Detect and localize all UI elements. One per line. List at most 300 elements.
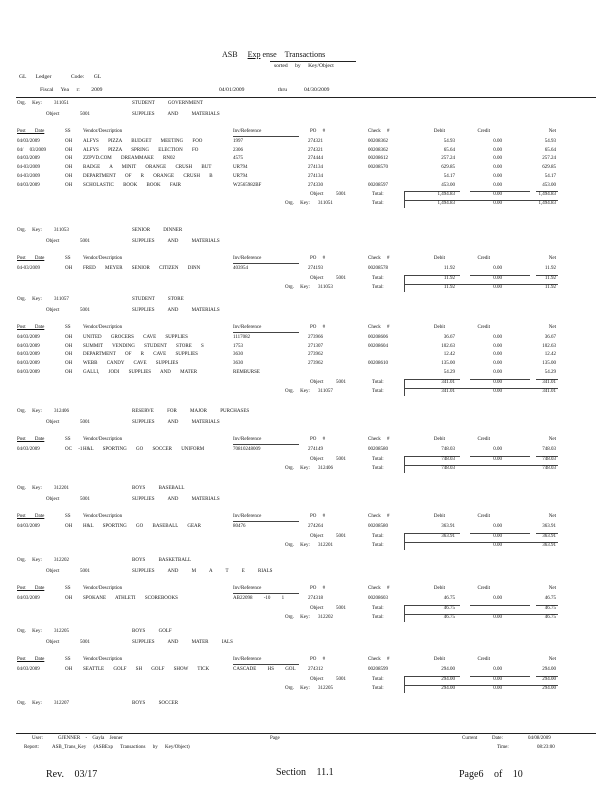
org-total-key: 311057: [318, 388, 333, 394]
row-po: 273962: [308, 361, 323, 367]
col-vendor: Vendor/Description: [83, 437, 123, 442]
row-debit: 36.67: [443, 335, 455, 340]
org-total-label: Org. Key:: [285, 465, 310, 471]
col-inv-ref: Inv/Reference: [233, 657, 262, 662]
object-total-net: 294.00: [542, 676, 556, 682]
object-total-debit: 294.00: [441, 676, 455, 682]
row-debit: 135.00: [441, 361, 455, 367]
row-check: 00208580: [368, 524, 388, 529]
row-net: 294.00: [542, 667, 556, 672]
row-credit: 0.00: [493, 173, 502, 179]
row-credit: 0.00: [493, 369, 502, 375]
object-label: Object: [46, 420, 60, 425]
title-transactions: Transactions: [284, 50, 326, 59]
object-total-net: 11.92: [544, 275, 556, 281]
row-vendor: ALFYS PIZZA BUDGET MEETING FOO: [83, 139, 203, 144]
row-check: 00208362: [368, 147, 388, 153]
row-ss: OH: [65, 524, 73, 529]
row-net: 65.64: [544, 147, 556, 153]
row-credit: 0.00: [493, 147, 502, 153]
object-code: 5001: [80, 420, 90, 425]
object-total-debit: 11.92: [443, 275, 455, 281]
report-subtitle: [274, 63, 334, 69]
org-total-label: Org. Key:: [285, 388, 310, 394]
org-total-debit: 748.03: [441, 465, 455, 471]
col-post-date: Post Date: [17, 129, 45, 134]
org-total-net: 341.01: [542, 388, 556, 394]
row-po: 274330: [308, 182, 323, 188]
object-total-credit: 0.00: [493, 533, 502, 539]
footer-page-label: Page: [270, 736, 280, 741]
row-po: 274321: [308, 139, 323, 144]
row-inv-ref: 2306: [233, 147, 243, 153]
col-po: PO #: [310, 657, 326, 662]
org-total-text: Total:: [372, 284, 384, 290]
object-total-net: 341.01: [542, 379, 556, 385]
org-total-net: 294.00: [542, 685, 556, 691]
org-total-credit: 0.00: [493, 284, 502, 290]
object-total-code: 5001: [336, 676, 346, 682]
inv-ref-underline: [233, 521, 299, 522]
row-po: 273962: [308, 352, 323, 358]
footer-date-label: Date:: [492, 736, 503, 741]
row-inv-ref: CASCADE HS GOL: [233, 667, 296, 672]
row-vendor: ZZPVD.COM DREAMMAKE RN02: [83, 156, 175, 162]
org-name: STUDENT STORE: [132, 297, 184, 302]
object-total-code: 5001: [336, 533, 346, 539]
row-debit: 12.42: [443, 352, 455, 358]
object-code: 5001: [80, 569, 90, 574]
col-po: PO #: [310, 256, 326, 261]
row-net: 36.67: [544, 335, 556, 340]
org-name: BOYS GOLF: [132, 629, 172, 634]
object-label: Object: [46, 239, 60, 244]
org-total-text: Total:: [372, 465, 384, 471]
col-vendor: Vendor/Description: [83, 586, 123, 591]
row-credit: 0.00: [493, 524, 502, 529]
org-total-label: Org. Key:: [285, 542, 310, 548]
object-name: SUPPLIES AND MATERIALS: [132, 112, 220, 117]
row-debit: 257.24: [441, 156, 455, 162]
title-xp: xp: [252, 50, 261, 59]
row-credit: 0.00: [493, 156, 502, 162]
col-po: PO #: [310, 514, 326, 519]
row-inv-ref: 3630: [233, 361, 243, 367]
object-total-text: Total:: [372, 605, 384, 611]
org-total-text: Total:: [372, 542, 384, 548]
col-credit: Credit: [477, 256, 490, 261]
org-key-value: 312201: [54, 486, 69, 491]
row-po: 274264: [308, 524, 323, 529]
org-key-value: 311051: [54, 101, 69, 106]
col-check: Check #: [368, 256, 390, 261]
row-credit: 0.00: [493, 139, 502, 144]
page-number: Page6 of 10: [459, 769, 523, 780]
row-vendor: GALLI, JODI SUPPLIES AND MATER: [83, 369, 198, 375]
col-debit: Debit: [433, 586, 445, 591]
col-debit: Debit: [433, 325, 445, 330]
row-vendor: H&L SPORTING GO BASEBALL GEAR: [83, 524, 201, 529]
row-credit: 0.00: [493, 182, 502, 188]
row-debit: 294.00: [441, 667, 455, 672]
inv-ref-underline: [233, 136, 299, 137]
org-total-net: 46.75: [544, 614, 556, 620]
object-label: Object: [46, 308, 60, 313]
row-ss: OH: [65, 361, 73, 367]
org-name: BOYS BASEBALL: [132, 486, 185, 491]
row-po: 274321: [308, 147, 323, 153]
org-total-key: 312406: [318, 465, 333, 471]
object-total-credit: 0.00: [493, 192, 502, 198]
row-debit: 46.75: [443, 596, 455, 601]
col-check: Check #: [368, 586, 390, 591]
inv-ref-underline: [233, 664, 299, 665]
row-check: 00208606: [368, 335, 388, 340]
row-net: 102.63: [542, 343, 556, 349]
ledger-line: [19, 74, 101, 80]
row-vendor: ALFYS PIZZA SPRING ELECTION FO: [83, 147, 199, 153]
row-credit: 0.00: [493, 335, 502, 340]
col-inv-ref: Inv/Reference: [233, 437, 262, 442]
subtitle-sorted: sorted: [274, 63, 288, 69]
row-date: 04/03/2009: [17, 352, 40, 358]
row-po: 271307: [308, 343, 323, 349]
object-total-debit: 363.91: [441, 533, 455, 539]
col-vendor: Vendor/Description: [83, 256, 123, 261]
row-date: 04/03/2009: [17, 596, 40, 601]
org-total-text: Total:: [372, 201, 384, 207]
object-total-label: Object: [310, 275, 324, 281]
object-total-net: 46.75: [544, 605, 556, 611]
org-name: BOYS SOCCER: [132, 701, 179, 706]
row-po: 273966: [308, 335, 323, 340]
org-name: RESERVE FOR MAJOR PURCHASES: [132, 409, 250, 414]
header-divider: [16, 97, 596, 98]
object-total-code: 5001: [336, 192, 346, 198]
object-label: Object: [46, 497, 60, 502]
footer-current-date: 04/08/2009: [528, 736, 551, 741]
row-inv-ref: UR794: [233, 173, 248, 179]
row-ss: OH: [65, 352, 73, 358]
row-credit: 0.00: [493, 596, 502, 601]
date-to: 04/30/2009: [304, 87, 330, 93]
row-inv-ref: REMBURSE: [233, 369, 260, 375]
row-debit: 11.92: [443, 266, 455, 271]
org-key-label: Org. Key:: [17, 486, 42, 491]
fiscal-r: r:: [76, 87, 80, 93]
object-total-debit: 1,494.83: [437, 192, 455, 198]
row-ss: OH: [65, 335, 73, 340]
col-credit: Credit: [477, 129, 490, 134]
row-ss: OH: [65, 147, 73, 153]
org-total-net: 1,494.83: [538, 201, 556, 207]
object-code: 5001: [80, 112, 90, 117]
inv-ref-underline: [233, 444, 299, 445]
title-asb: ASB: [222, 50, 238, 59]
object-total-credit: 0.00: [493, 379, 502, 385]
col-check: Check #: [368, 657, 390, 662]
col-net: Net: [548, 657, 556, 662]
org-key-value: 312207: [54, 701, 69, 706]
row-date: 04/03/2009: [17, 343, 40, 349]
object-total-debit: 46.75: [443, 605, 455, 611]
row-check: 00208603: [368, 596, 388, 601]
org-key-label: Org. Key:: [17, 629, 42, 634]
row-ss: OH: [65, 182, 73, 188]
object-name: SUPPLIES AND MATER IALS: [132, 640, 233, 645]
object-name: SUPPLIES AND M A T E RIALS: [132, 569, 273, 574]
row-check: 00208570: [368, 165, 388, 171]
object-name: SUPPLIES AND MATERIALS: [132, 420, 220, 425]
inv-ref-underline: [233, 263, 299, 264]
col-vendor: Vendor/Description: [83, 129, 123, 134]
revision-label: Rev. 03/17: [46, 769, 98, 780]
col-debit: Debit: [433, 129, 445, 134]
row-check: 00208612: [368, 156, 388, 162]
org-total-text: Total:: [372, 614, 384, 620]
org-key-label: Org. Key:: [17, 297, 42, 302]
org-total-label: Org. Key:: [285, 685, 310, 691]
col-post-date: Post Date: [17, 256, 45, 261]
date-thru-label: thru: [278, 87, 288, 93]
object-total-text: Total:: [372, 379, 384, 385]
object-total-label: Object: [310, 676, 324, 682]
row-credit: 0.00: [493, 343, 502, 349]
org-total-credit: 0.00: [493, 201, 502, 207]
row-net: 453.00: [542, 182, 556, 188]
row-check: 00208610: [368, 361, 388, 367]
org-total-key: 312201: [318, 542, 333, 548]
org-key-label: Org. Key:: [17, 701, 42, 706]
section-label: Section 11.1: [276, 767, 334, 778]
row-po: 274134: [308, 173, 323, 179]
col-post-date: Post Date: [17, 657, 45, 662]
org-total-label: Org. Key:: [285, 284, 310, 290]
row-date: 04/03/2009: [17, 139, 40, 144]
col-inv-ref: Inv/Reference: [233, 325, 262, 330]
row-date: 04/03/2009: [17, 361, 40, 367]
col-credit: Credit: [477, 586, 490, 591]
row-credit: 0.00: [493, 165, 502, 171]
object-code: 5001: [80, 239, 90, 244]
col-vendor: Vendor/Description: [83, 514, 123, 519]
row-inv-ref: 1997: [233, 139, 243, 144]
row-date: 04/03/2009: [17, 667, 40, 672]
col-inv-ref: Inv/Reference: [233, 514, 262, 519]
col-vendor: Vendor/Description: [83, 325, 123, 330]
row-po: 274134: [308, 165, 323, 171]
object-total-text: Total:: [372, 275, 384, 281]
row-ss: OH: [65, 369, 73, 375]
row-vendor: DEPARTMENT OF R CAVE SUPPLIES: [83, 352, 198, 358]
ledger-gl: GL: [19, 74, 27, 80]
org-total-key: 311051: [318, 201, 333, 207]
object-label: Object: [46, 640, 60, 645]
org-key-value: 312406: [54, 409, 69, 414]
org-total-key: 311053: [318, 284, 333, 290]
row-debit: 629.85: [441, 165, 455, 171]
object-code: 5001: [80, 640, 90, 645]
row-po: 274318: [308, 596, 323, 601]
row-credit: 0.00: [493, 447, 502, 452]
row-inv-ref: 1753: [233, 343, 243, 349]
org-total-label: Org. Key:: [285, 201, 310, 207]
footer-user-label: User:: [32, 736, 43, 741]
org-name: STUDENT GOVERNMENT: [132, 101, 203, 106]
org-total-debit: 46.75: [443, 614, 455, 620]
row-net: 54.17: [544, 173, 556, 179]
org-total-credit: 0.00: [493, 388, 502, 394]
object-total-credit: 0.00: [493, 456, 502, 462]
row-check: 00208597: [368, 182, 388, 188]
ledger-label: Ledger: [35, 74, 52, 80]
row-inv-ref: W2565982BF: [233, 182, 262, 188]
row-po: 274312: [308, 667, 323, 672]
row-net: 54.93: [544, 139, 556, 144]
title-e: E: [247, 50, 253, 59]
row-inv-ref: 3630: [233, 352, 243, 358]
row-inv-ref: 70810248009: [233, 447, 261, 452]
row-date: 04/03/2009: [17, 447, 40, 452]
object-code: 5001: [80, 497, 90, 502]
inv-ref-underline: [233, 593, 299, 594]
object-total-code: 5001: [336, 275, 346, 281]
row-vendor: H&L SPORTING GO SOCCER UNIFORM: [83, 447, 205, 452]
object-total-credit: 0.00: [493, 275, 502, 281]
org-key-label: Org. Key:: [17, 228, 42, 233]
row-debit: 54.29: [443, 369, 455, 375]
row-vendor: BADGE A MINIT ORANGE CRUSH BUT: [83, 165, 212, 171]
row-ss: OH: [65, 156, 73, 162]
col-ss: SS: [65, 586, 71, 591]
col-po: PO #: [310, 129, 326, 134]
fiscal-year: 2009: [91, 87, 103, 93]
org-total-text: Total:: [372, 685, 384, 691]
col-inv-ref: Inv/Reference: [233, 129, 262, 134]
row-inv-ref: 403954: [233, 266, 248, 271]
row-net: 12.42: [544, 352, 556, 358]
row-ss: OH: [65, 266, 73, 271]
col-net: Net: [548, 325, 556, 330]
object-name: SUPPLIES AND MATERIALS: [132, 239, 220, 244]
col-post-date: Post Date: [17, 586, 45, 591]
footer-time-label: Time:: [497, 745, 509, 750]
org-total-net: 748.03: [542, 465, 556, 471]
row-vendor: DEPARTMENT OF R ORANGE CRUSH B: [83, 173, 213, 179]
row-ss: OC -1: [65, 447, 83, 452]
footer-time: 08:23:00: [537, 745, 555, 750]
report-title: [222, 50, 325, 59]
col-credit: Credit: [477, 325, 490, 330]
row-po: 274193: [308, 266, 323, 271]
org-key-label: Org. Key:: [17, 409, 42, 414]
col-debit: Debit: [433, 437, 445, 442]
row-net: 135.00: [542, 361, 556, 367]
col-inv-ref: Inv/Reference: [233, 256, 262, 261]
row-ss: OH: [65, 596, 73, 601]
org-key-value: 311057: [54, 297, 69, 302]
row-net: 363.91: [542, 524, 556, 529]
row-net: 46.75: [544, 596, 556, 601]
object-total-label: Object: [310, 379, 324, 385]
col-ss: SS: [65, 657, 71, 662]
row-debit: 453.00: [441, 182, 455, 188]
row-debit: 65.64: [443, 147, 455, 153]
col-ss: SS: [65, 256, 71, 261]
row-vendor: FRED MEYER SENIOR CITIZEN DINN: [83, 266, 201, 271]
row-date: 04/03/2009: [17, 156, 40, 162]
org-total-text: Total:: [372, 388, 384, 394]
object-total-code: 5001: [336, 456, 346, 462]
col-ss: SS: [65, 129, 71, 134]
row-vendor: UNITED GROCERS CAVE SUPPLIES: [83, 335, 188, 340]
row-po: 274444: [308, 156, 323, 162]
row-date: 04/ 03/2009: [17, 147, 47, 153]
row-vendor: SUMMIT VENDING STUDENT STORE S: [83, 343, 204, 349]
object-total-net: 363.91: [542, 533, 556, 539]
col-inv-ref: Inv/Reference: [233, 586, 262, 591]
row-credit: 0.00: [493, 266, 502, 271]
row-vendor: SEATTLE GOLF SH GOLF SHOW TICK: [83, 667, 210, 672]
col-debit: Debit: [433, 657, 445, 662]
col-net: Net: [548, 437, 556, 442]
row-ss: OH: [65, 343, 73, 349]
subtitle-by: by: [295, 63, 301, 69]
org-key-value: 312202: [54, 558, 69, 563]
fiscal-label: Fiscal: [40, 87, 54, 93]
row-check: 00208362: [368, 139, 388, 144]
org-name: SENIOR DINNER: [132, 228, 183, 233]
org-total-key: 312205: [318, 685, 333, 691]
row-net: 257.24: [542, 156, 556, 162]
object-label: Object: [46, 569, 60, 574]
title-ense: ense: [262, 50, 277, 59]
row-credit: 0.00: [493, 667, 502, 672]
org-total-credit: 0.00: [493, 685, 502, 691]
row-credit: 0.00: [493, 352, 502, 358]
code-value: GL: [93, 74, 102, 80]
row-date: 04-03/2009: [17, 173, 41, 179]
row-date: 04/03/2009: [17, 524, 40, 529]
org-total-key: 312202: [318, 614, 333, 620]
col-net: Net: [548, 514, 556, 519]
org-total-debit: 341.01: [441, 388, 455, 394]
row-credit: 0.00: [493, 361, 502, 367]
row-check: 00208599: [368, 667, 388, 672]
col-post-date: Post Date: [17, 325, 45, 330]
col-vendor: Vendor/Description: [83, 657, 123, 662]
row-date: 04-03/2009: [17, 165, 41, 171]
row-vendor: SCHOLASTIC BOOK BOOK FAIR: [83, 182, 181, 188]
col-check: Check #: [368, 325, 390, 330]
row-debit: 54.93: [443, 139, 455, 144]
col-ss: SS: [65, 437, 71, 442]
col-net: Net: [548, 256, 556, 261]
subtitle-key-object: Key/Object: [308, 63, 334, 69]
row-inv-ref: 80476: [233, 524, 246, 529]
fiscal-line: [40, 87, 102, 93]
org-key-label: Org. Key:: [17, 101, 42, 106]
row-date: 04/03/2009: [17, 335, 40, 340]
org-key-value: 311053: [54, 228, 69, 233]
object-total-label: Object: [310, 192, 324, 198]
row-inv-ref: 4575: [233, 156, 243, 162]
object-total-debit: 341.01: [441, 379, 455, 385]
col-ss: SS: [65, 514, 71, 519]
object-total-code: 5001: [336, 379, 346, 385]
row-ss: OH: [65, 667, 73, 672]
footer-user: GJENNER - Gayla Jenner: [58, 736, 123, 741]
